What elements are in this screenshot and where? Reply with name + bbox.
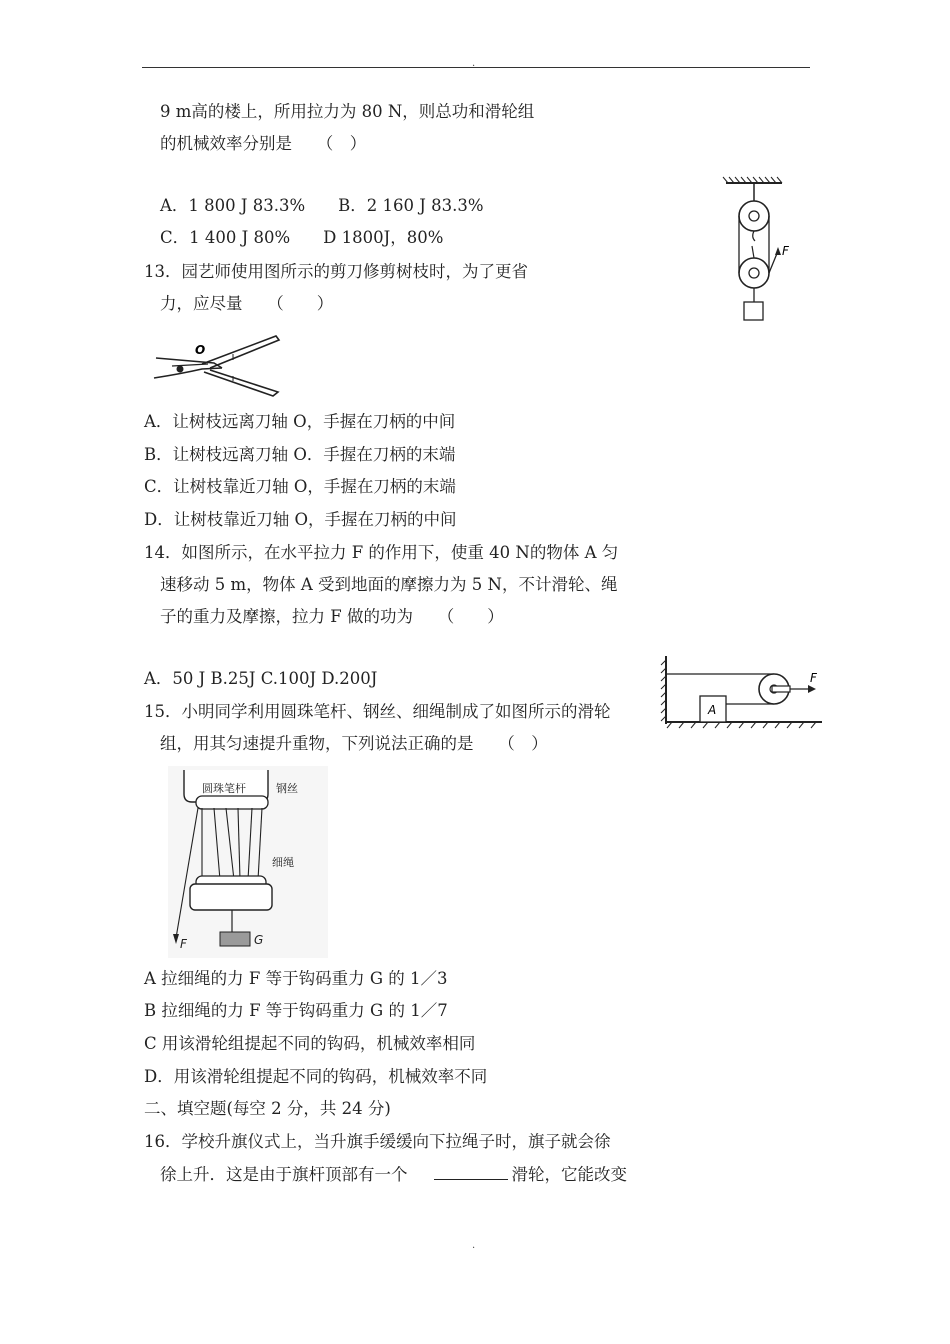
q16-line2-after: 滑轮，它能改变	[511, 1165, 627, 1184]
q12-line2: 的机械效率分别是 （ ）	[160, 134, 367, 153]
q15-figure-pen-label: 圆珠笔杆	[202, 782, 246, 795]
q16-answer-blank[interactable]	[434, 1163, 508, 1180]
q12-figure-force-label: F	[782, 244, 789, 258]
q14-line3: 子的重力及摩擦，拉力 F 做的功为 （ ）	[160, 607, 504, 626]
q15-line1: 15．小明同学利用圆珠笔杆、钢丝、细绳制成了如图所示的滑轮	[144, 702, 611, 721]
pen-pulley-figure	[168, 766, 328, 958]
header-rule	[142, 67, 810, 68]
footer-mark: .	[472, 1240, 476, 1251]
q15-line2: 组，用其匀速提升重物，下列说法正确的是 （ ）	[160, 734, 548, 753]
q15-figure-force-label: F	[180, 937, 187, 951]
q12-options-row1: A．1 800 J 83.3% B．2 160 J 83.3%	[160, 196, 484, 215]
q12-line1: 9 m高的楼上，所用拉力为 80 N，则总功和滑轮组	[160, 102, 535, 121]
q15-figure-rope-label: 细绳	[272, 856, 294, 869]
section-2-title: 二、填空题(每空 2 分，共 24 分)	[144, 1099, 391, 1118]
header-mark: .	[472, 58, 476, 69]
q16-line2	[160, 1163, 627, 1186]
q13-line1: 13．园艺师使用图所示的剪刀修剪树枝时，为了更省	[144, 262, 528, 281]
q14-figure-block-label: A	[708, 703, 717, 717]
q13-option-c: C．让树枝靠近刀轴 O，手握在刀柄的末端	[144, 477, 456, 496]
q16-line1: 16．学校升旗仪式上，当升旗手缓缓向下拉绳子时，旗子就会徐	[144, 1132, 611, 1151]
q15-option-a: A 拉细绳的力 F 等于钩码重力 G 的 1／3	[144, 969, 448, 988]
q13-line2: 力，应尽量 （ ）	[160, 294, 334, 313]
q14-options: A．50 J B.25J C.100J D.200J	[144, 669, 378, 688]
q15-figure-wire-label: 钢丝	[276, 782, 298, 795]
q15-option-b: B 拉细绳的力 F 等于钩码重力 G 的 1／7	[144, 1001, 448, 1020]
pulley-system-figure	[720, 175, 800, 325]
q13-option-b: B．让树枝远离刀轴 O．手握在刀柄的末端	[144, 445, 456, 464]
q12-options-row2: C．1 400 J 80% D 1800J，80%	[160, 228, 444, 247]
q15-option-d: D．用该滑轮组提起不同的钩码，机械效率不同	[144, 1067, 488, 1086]
q14-figure-force-label: F	[810, 671, 817, 685]
q15-figure-weight-label: G	[254, 933, 264, 947]
scissors-figure	[152, 330, 284, 392]
q14-line2: 速移动 5 m，物体 A 受到地面的摩擦力为 5 N，不计滑轮、绳	[160, 575, 618, 594]
q14-line1: 14．如图所示，在水平拉力 F 的作用下，使重 40 N的物体 A 匀	[144, 543, 619, 562]
q15-option-c: C 用该滑轮组提起不同的钩码，机械效率相同	[144, 1034, 476, 1053]
horizontal-pulley-figure	[660, 652, 836, 732]
q16-line2-before: 徐上升．这是由于旗杆顶部有一个	[160, 1165, 408, 1184]
q13-option-d: D．让树枝靠近刀轴 O，手握在刀柄的中间	[144, 510, 457, 529]
q13-option-a: A．让树枝远离刀轴 O，手握在刀柄的中间	[144, 412, 456, 431]
q13-figure-pivot-label: O	[195, 343, 206, 357]
